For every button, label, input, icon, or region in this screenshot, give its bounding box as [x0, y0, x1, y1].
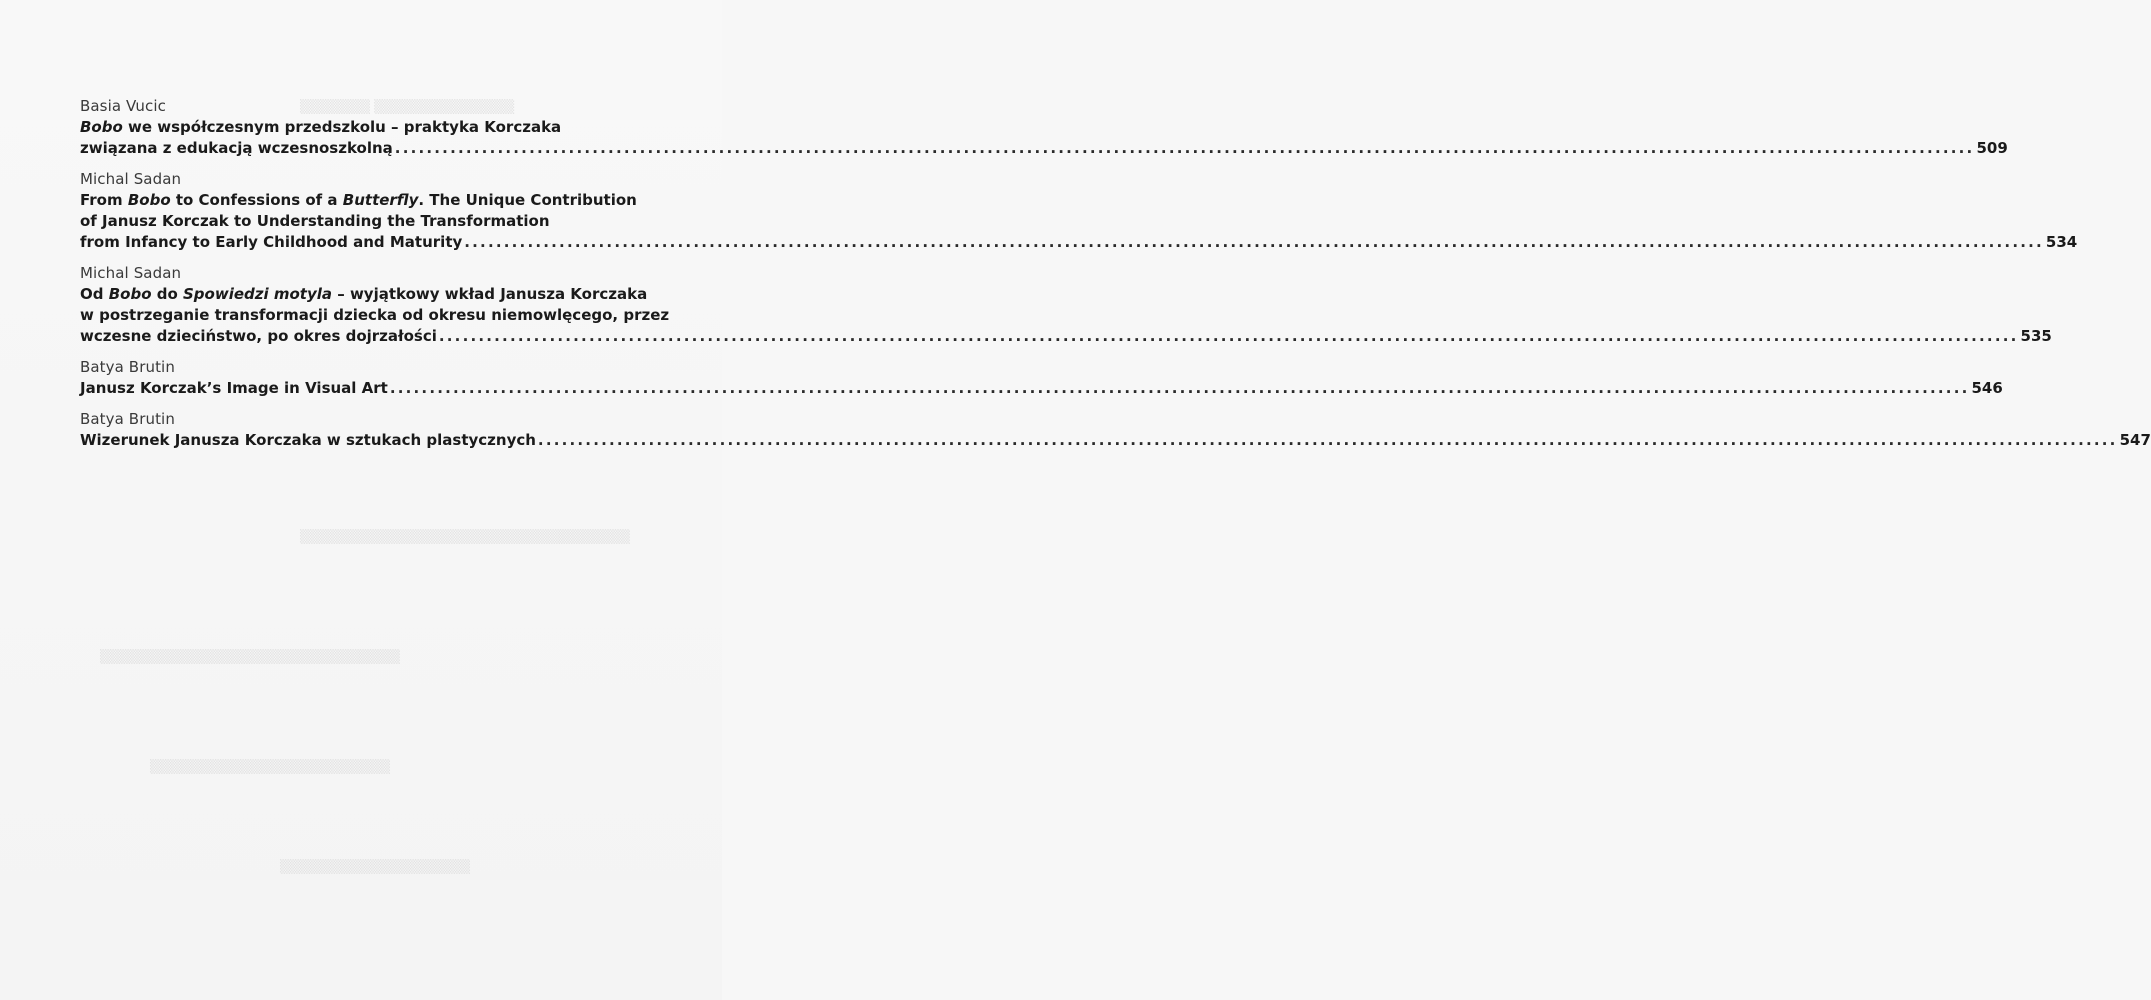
title-fragment: From — [80, 191, 128, 209]
bleed-through-text: ▒▒▒▒▒▒▒▒▒▒▒▒▒▒▒▒▒▒▒▒▒▒▒▒▒▒▒▒▒▒ — [100, 650, 400, 665]
page-number: 547 — [2119, 431, 2151, 449]
entry-author: Basia Vucic — [80, 97, 166, 115]
entry-author: Michal Sadan — [80, 264, 182, 282]
italic-title-fragment: Butterfly — [342, 191, 419, 209]
italic-title-fragment: Spowiedzi motyla — [183, 285, 332, 303]
dot-leader: ........................................................................................................................................................................................................ — [389, 379, 1970, 397]
dot-leader: ........................................................................................................................................................................................................ — [537, 431, 2118, 449]
table-of-contents — [80, 96, 2151, 461]
bleed-through-text: ▒▒▒▒▒▒▒▒▒▒▒▒▒▒▒▒▒▒▒ — [280, 860, 470, 875]
entry-title-text — [80, 378, 388, 399]
toc-entry[interactable] — [80, 263, 2052, 347]
entry-title-text — [80, 326, 437, 347]
dot-leader: ........................................................................................................................................................................................................ — [438, 327, 2019, 345]
bleed-through-text: ▒▒▒▒▒▒▒ ▒▒▒▒▒▒▒▒▒▒▒▒▒▒ — [300, 100, 515, 115]
italic-title-fragment: Bobo — [127, 191, 171, 209]
entry-title-line — [80, 211, 697, 232]
title-fragment: of Janusz Korczak to Understanding the Transformation — [80, 212, 550, 230]
entry-title-line — [80, 117, 697, 138]
entry-title-last-line — [80, 138, 2008, 159]
title-fragment: do — [151, 285, 183, 303]
entry-title-line — [80, 305, 697, 326]
title-fragment: Od — [80, 285, 109, 303]
title-fragment: Wizerunek Janusza Korczaka w sztukach plastycznych — [80, 431, 536, 449]
title-fragment: we współczesnym przedszkolu – praktyka Korczaka — [122, 118, 562, 136]
page-number: 546 — [1971, 379, 2003, 397]
title-fragment: w postrzeganie transformacji dziecka od okresu niemowlęcego, przez — [80, 306, 670, 324]
entry-title-text — [80, 138, 393, 159]
entry-title-last-line — [80, 430, 2151, 451]
title-fragment: from Infancy to Early Childhood and Maturity — [80, 233, 463, 251]
toc-entry[interactable] — [80, 96, 2008, 159]
entry-title-last-line — [80, 378, 2003, 399]
entry-title-last-line — [80, 232, 2078, 253]
toc-entry[interactable] — [80, 409, 2151, 451]
page-number: 509 — [1976, 139, 2008, 157]
dot-leader: ........................................................................................................................................................................................................ — [464, 233, 2044, 251]
entry-title-last-line — [80, 326, 2052, 347]
title-fragment: to Confessions of a — [170, 191, 343, 209]
italic-title-fragment: Bobo — [80, 118, 123, 136]
title-fragment: – wyjątkowy wkład Janusza Korczaka — [332, 285, 648, 303]
title-fragment: Janusz Korczak’s Image in Visual Art — [80, 379, 388, 397]
bleed-through-text: ▒▒▒▒▒▒▒▒▒▒▒▒▒▒▒▒▒▒▒▒▒▒▒▒▒▒▒▒▒▒▒▒▒ — [300, 530, 630, 545]
toc-entry[interactable] — [80, 357, 2003, 399]
bleed-through-text: ▒▒▒▒▒▒▒▒▒▒▒▒▒▒▒▒▒▒▒▒▒▒▒▒ — [150, 760, 390, 775]
entry-title-text — [80, 430, 536, 451]
dot-leader: ........................................................................................................................................................................................................ — [394, 139, 1975, 157]
title-fragment: związana z edukacją wczesnoszkolną — [80, 139, 393, 157]
page-number: 535 — [2020, 327, 2052, 345]
title-fragment: wczesne dzieciństwo, po okres dojrzałości — [80, 327, 437, 345]
italic-title-fragment: Bobo — [108, 285, 152, 303]
page-number: 534 — [2045, 233, 2078, 251]
toc-entry[interactable] — [80, 169, 2078, 253]
entry-title-text — [80, 232, 462, 253]
entry-title-line — [80, 284, 697, 305]
entry-author: Batya Brutin — [80, 358, 175, 376]
entry-author: Michal Sadan — [80, 170, 182, 188]
title-fragment: . The Unique Contribution — [418, 191, 637, 209]
entry-title-line — [80, 190, 697, 211]
entry-author: Batya Brutin — [80, 410, 175, 428]
